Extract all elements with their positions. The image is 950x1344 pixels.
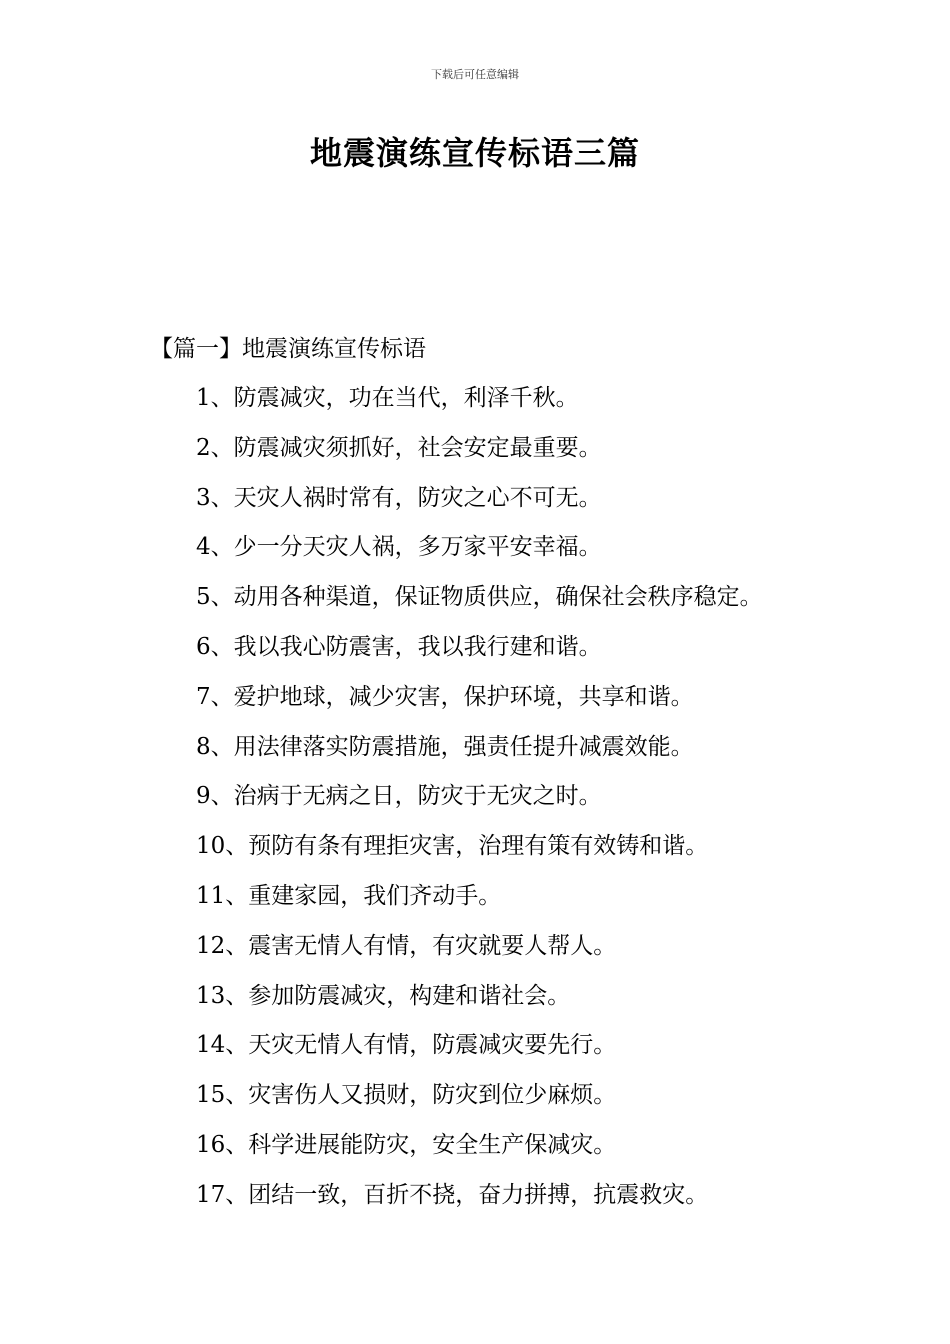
header-note: 下载后可任意编辑 [431,68,519,81]
slogan-item: 16、科学进展能防灾，安全生产保减灾。 [196,1131,617,1158]
slogan-item: 2、防震减灾须抓好，社会安定最重要。 [196,434,602,461]
slogan-item: 1、防震减灾，功在当代，利泽千秋。 [196,385,579,411]
slogan-item: 15、灾害伤人又损财，防灾到位少麻烦。 [196,1082,617,1109]
slogan-item: 17、团结一致，百折不挠，奋力拼搏，抗震救灾。 [196,1181,709,1208]
slogan-item: 8、用法律落实防震措施，强责任提升减震效能。 [196,733,694,760]
slogan-item: 9、治病于无病之日，防灾于无灾之时。 [196,783,602,810]
slogan-item: 10、预防有条有理拒灾害，治理有策有效铸和谐。 [196,833,709,860]
slogan-item: 5、动用各种渠道，保证物质供应，确保社会秩序稳定。 [196,584,763,611]
slogan-item: 11、重建家园，我们齐动手。 [196,882,502,909]
section-heading: 【篇一】地震演练宣传标语 [150,336,426,362]
slogan-item: 14、天灾无情人有情，防震减灾要先行。 [196,1032,617,1059]
slogan-item: 7、爱护地球，减少灾害，保护环境，共享和谐。 [196,683,694,710]
slogan-item: 13、参加防震减灾，构建和谐社会。 [196,982,571,1009]
slogan-item: 3、天灾人祸时常有，防灾之心不可无。 [196,484,602,511]
slogan-list [196,382,763,1229]
document-title: 地震演练宣传标语三篇 [309,134,640,172]
slogan-item: 6、我以我心防震害，我以我行建和谐。 [196,633,602,660]
slogan-item: 12、震害无情人有情，有灾就要人帮人。 [196,932,617,959]
slogan-item: 4、少一分天灾人祸，多万家平安幸福。 [196,534,602,561]
